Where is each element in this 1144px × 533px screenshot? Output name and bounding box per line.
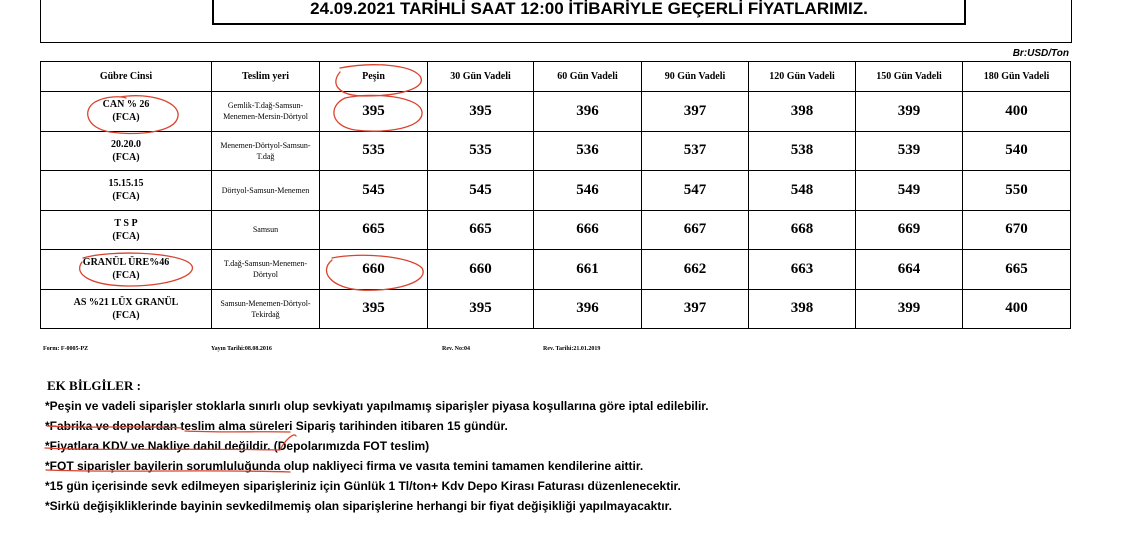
price-90-days: 397 bbox=[642, 92, 749, 132]
product-cell bbox=[41, 289, 212, 329]
product-terms: (FCA) bbox=[112, 230, 140, 242]
product-terms: (FCA) bbox=[112, 112, 140, 124]
price-30-days: 660 bbox=[428, 250, 534, 290]
price-120-days: 398 bbox=[749, 289, 856, 329]
price-cash: 665 bbox=[320, 210, 428, 250]
price-60-days: 666 bbox=[534, 210, 642, 250]
price-150-days: 399 bbox=[856, 92, 963, 132]
info-note: *Fabrika ve depolardan teslim alma süreleri Sipariş tarihinden itibaren 15 gündür. bbox=[45, 419, 508, 433]
product-name: 15.15.15 bbox=[108, 178, 144, 190]
form-code: Form: F-0005-PZ bbox=[43, 346, 89, 352]
product-cell bbox=[41, 92, 212, 132]
price-180-days: 540 bbox=[963, 131, 1071, 171]
table-header-row bbox=[41, 62, 1071, 92]
price-60-days: 396 bbox=[534, 92, 642, 132]
price-30-days: 665 bbox=[428, 210, 534, 250]
product-cell bbox=[41, 210, 212, 250]
col-header-120-days: 120 Gün Vadeli bbox=[749, 62, 856, 92]
delivery-place: Samsun bbox=[212, 210, 320, 250]
table-row bbox=[41, 210, 1071, 250]
product-name: T S P bbox=[114, 217, 138, 229]
title-box bbox=[212, 0, 966, 25]
price-60-days: 661 bbox=[534, 250, 642, 290]
info-note: *Fiyatlara KDV ve Nakliye dahil değildir. (Depolarımızda FOT teslim) bbox=[45, 439, 430, 453]
col-header-90-days: 90 Gün Vadeli bbox=[642, 62, 749, 92]
price-90-days: 662 bbox=[642, 250, 749, 290]
price-120-days: 668 bbox=[749, 210, 856, 250]
col-header-place: Teslim yeri bbox=[212, 62, 320, 92]
table-row bbox=[41, 289, 1071, 329]
info-note: *15 gün içerisinde sevk edilmeyen siparişleriniz için Günlük 1 Tl/ton+ Kdv Depo Kirası Faturası düzenlenecektir. bbox=[45, 479, 681, 493]
price-30-days: 545 bbox=[428, 171, 534, 211]
price-120-days: 538 bbox=[749, 131, 856, 171]
additional-info-list bbox=[45, 398, 709, 518]
price-150-days: 549 bbox=[856, 171, 963, 211]
delivery-place: T.dağ-Samsun-Menemen-Dörtyol bbox=[212, 250, 320, 290]
page-title: 24.09.2021 TARİHLİ SAAT 12:00 İTİBARİYLE GEÇERLİ FİYATLARIMIZ. bbox=[310, 0, 868, 18]
price-150-days: 669 bbox=[856, 210, 963, 250]
table-row bbox=[41, 131, 1071, 171]
col-header-cash: Peşin bbox=[320, 62, 428, 92]
currency-unit: Br:USD/Ton bbox=[1012, 48, 1069, 59]
price-cash: 660 bbox=[320, 250, 428, 290]
price-120-days: 398 bbox=[749, 92, 856, 132]
table-row bbox=[41, 92, 1071, 132]
col-header-60-days: 60 Gün Vadeli bbox=[534, 62, 642, 92]
product-name: GRANÜL ÜRE%46 bbox=[82, 257, 170, 269]
price-cash: 545 bbox=[320, 171, 428, 211]
product-cell bbox=[41, 131, 212, 171]
price-150-days: 399 bbox=[856, 289, 963, 329]
price-180-days: 665 bbox=[963, 250, 1071, 290]
product-terms: (FCA) bbox=[112, 270, 140, 282]
col-header-150-days: 150 Gün Vadeli bbox=[856, 62, 963, 92]
product-cell bbox=[41, 171, 212, 211]
price-150-days: 664 bbox=[856, 250, 963, 290]
info-note: *Peşin ve vadeli siparişler stoklarla sınırlı olup sevkiyatı yapılmamış siparişler piyasa koşullarına göre iptal edilebilir. bbox=[45, 399, 709, 413]
col-header-180-days: 180 Gün Vadeli bbox=[963, 62, 1071, 92]
price-150-days: 539 bbox=[856, 131, 963, 171]
revision-date: Rev. Tarihi:21.01.2019 bbox=[543, 346, 601, 352]
col-header-30-days: 30 Gün Vadeli bbox=[428, 62, 534, 92]
info-note: *FOT siparişler bayilerin sorumluluğunda olup nakliyeci firma ve vasıta temini tamamen kendilerine aittir. bbox=[45, 459, 644, 473]
price-120-days: 548 bbox=[749, 171, 856, 211]
price-180-days: 550 bbox=[963, 171, 1071, 211]
product-terms: (FCA) bbox=[112, 309, 140, 321]
price-60-days: 546 bbox=[534, 171, 642, 211]
revision-number: Rev. No:04 bbox=[442, 346, 470, 352]
price-90-days: 547 bbox=[642, 171, 749, 211]
price-cash: 535 bbox=[320, 131, 428, 171]
price-30-days: 535 bbox=[428, 131, 534, 171]
col-header-product: Gübre Cinsi bbox=[41, 62, 212, 92]
table-row bbox=[41, 171, 1071, 211]
price-60-days: 536 bbox=[534, 131, 642, 171]
price-90-days: 397 bbox=[642, 289, 749, 329]
price-30-days: 395 bbox=[428, 289, 534, 329]
price-180-days: 400 bbox=[963, 92, 1071, 132]
price-cash: 395 bbox=[320, 289, 428, 329]
publish-date: Yayın Tarihi:08.08.2016 bbox=[211, 346, 272, 352]
price-180-days: 670 bbox=[963, 210, 1071, 250]
price-120-days: 663 bbox=[749, 250, 856, 290]
price-60-days: 396 bbox=[534, 289, 642, 329]
price-30-days: 395 bbox=[428, 92, 534, 132]
delivery-place: Menemen-Dörtyol-Samsun-T.dağ bbox=[212, 131, 320, 171]
info-note: *Sirkü değişikliklerinde bayinin sevkedilmemiş olan siparişlerine herhangi bir fiyat değişikliği yapılmayacaktır. bbox=[45, 499, 672, 513]
product-cell bbox=[41, 250, 212, 290]
delivery-place: Dörtyol-Samsun-Menemen bbox=[212, 171, 320, 211]
delivery-place: Samsun-Menemen-Dörtyol-Tekirdağ bbox=[212, 289, 320, 329]
price-table bbox=[40, 61, 1071, 329]
table-row bbox=[41, 250, 1071, 290]
product-name: CAN % 26 bbox=[102, 99, 150, 111]
price-90-days: 667 bbox=[642, 210, 749, 250]
price-180-days: 400 bbox=[963, 289, 1071, 329]
product-name: AS %21 LÜX GRANÜL bbox=[73, 296, 179, 308]
product-terms: (FCA) bbox=[112, 191, 140, 203]
delivery-place: Gemlik-T.dağ-Samsun-Menemen-Mersin-Dörtyol bbox=[212, 92, 320, 132]
price-90-days: 537 bbox=[642, 131, 749, 171]
price-cash: 395 bbox=[320, 92, 428, 132]
product-terms: (FCA) bbox=[112, 151, 140, 163]
additional-info-title: EK BİLGİLER : bbox=[47, 378, 141, 393]
product-name: 20.20.0 bbox=[111, 138, 141, 150]
